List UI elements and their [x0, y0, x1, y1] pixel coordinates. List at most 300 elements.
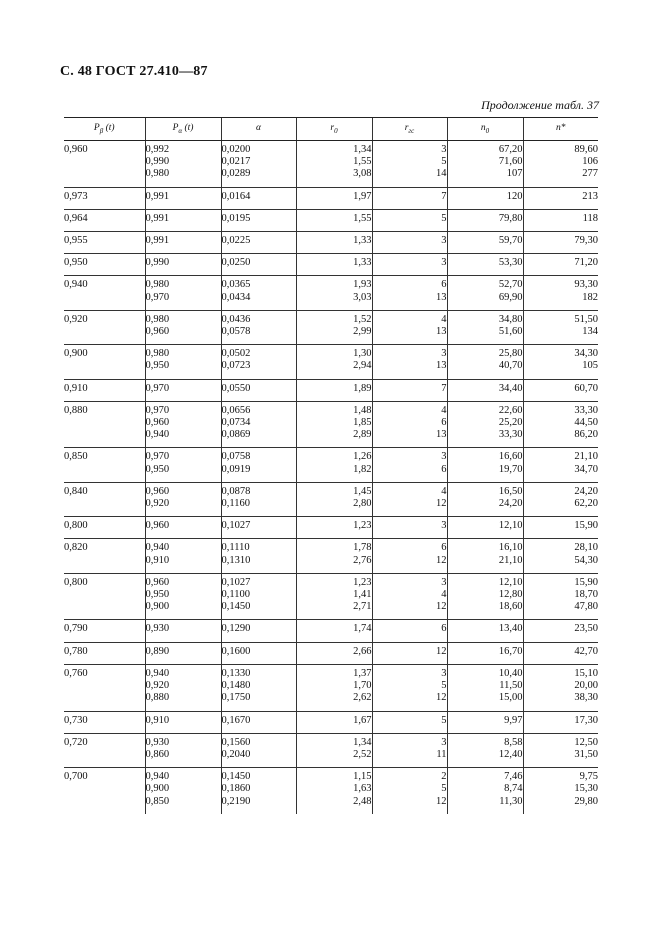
cell-p-beta: [64, 345, 145, 379]
cell-value: 0,990: [145, 257, 170, 269]
table-body: [64, 141, 598, 814]
table-row: [64, 187, 598, 209]
cell-value: 15,90: [574, 520, 598, 532]
cell-value: 1,85: [353, 417, 372, 429]
cell-value: 0,950: [64, 257, 88, 269]
cell-p-alpha: [145, 209, 221, 231]
cell-value: 51,60: [498, 326, 523, 338]
cell-value: 24,20: [498, 498, 523, 510]
cell-value: 118: [582, 212, 598, 224]
cell-value: 0,0434: [221, 291, 251, 303]
cell-r-gs: [372, 187, 447, 209]
cell-value: 8,58: [504, 736, 523, 748]
cell-value: 13: [436, 291, 447, 303]
cell-value: 0,850: [145, 795, 170, 807]
cell-value: 11: [436, 748, 447, 760]
cell-value: 9,75: [579, 771, 598, 783]
column-header-n0: $n_0$: [447, 118, 523, 141]
cell-r-gs: [372, 573, 447, 620]
cell-n-star: [523, 733, 598, 767]
cell-value: 0,880: [64, 404, 88, 416]
cell-r-gs: [372, 517, 447, 539]
cell-value: 1,63: [353, 783, 372, 795]
cell-n0: [447, 768, 523, 814]
table-row: [64, 664, 598, 711]
cell-r0: [296, 254, 372, 276]
cell-value: 12: [436, 645, 447, 657]
cell-alpha: [221, 401, 296, 448]
table-row: [64, 310, 598, 344]
table-row: [64, 379, 598, 401]
cell-value: 0,910: [145, 714, 170, 726]
cell-n0: [447, 642, 523, 664]
cell-value: 71,20: [574, 257, 598, 269]
cell-r-gs: [372, 310, 447, 344]
cell-n-star: [523, 276, 598, 310]
cell-value: 1,55: [353, 156, 372, 168]
cell-value: 1,30: [353, 348, 372, 360]
cell-r0: [296, 664, 372, 711]
cell-value: 0,840: [64, 485, 88, 497]
cell-value: 0,940: [64, 279, 88, 291]
column-header-r-gs: $r_{гс}$: [372, 118, 447, 141]
cell-n-star: [523, 768, 598, 814]
cell-r-gs: [372, 401, 447, 448]
cell-value: 0,950: [145, 360, 170, 372]
cell-value: 3: [441, 667, 447, 679]
cell-value: 42,70: [574, 645, 598, 657]
cell-alpha: [221, 310, 296, 344]
cell-value: 15,30: [574, 783, 598, 795]
cell-value: 1,23: [353, 576, 372, 588]
cell-r-gs: [372, 539, 447, 573]
cell-value: 21,10: [498, 554, 523, 566]
cell-value: 15,00: [498, 692, 523, 704]
cell-r-gs: [372, 254, 447, 276]
cell-r-gs: [372, 642, 447, 664]
cell-value: 4: [441, 313, 447, 325]
cell-value: 0,940: [145, 542, 170, 554]
cell-value: 69,90: [498, 291, 523, 303]
cell-value: 18,70: [574, 589, 598, 601]
cell-alpha: [221, 448, 296, 482]
cell-r-gs: [372, 276, 447, 310]
cell-value: 79,80: [498, 212, 523, 224]
cell-n0: [447, 379, 523, 401]
cell-p-beta: [64, 379, 145, 401]
column-header-n-star: n*: [523, 118, 598, 141]
cell-r0: [296, 620, 372, 642]
cell-n-star: [523, 254, 598, 276]
cell-n0: [447, 401, 523, 448]
cell-p-alpha: [145, 482, 221, 516]
cell-value: 0,970: [145, 382, 170, 394]
cell-p-beta: [64, 517, 145, 539]
cell-p-alpha: [145, 310, 221, 344]
cell-value: 16,10: [498, 542, 523, 554]
cell-value: 11,50: [499, 680, 523, 692]
cell-n-star: [523, 642, 598, 664]
cell-value: 23,50: [574, 623, 598, 635]
cell-value: 0,0365: [221, 279, 251, 291]
cell-value: 7: [441, 190, 447, 202]
cell-value: 2,76: [353, 554, 372, 566]
cell-n-star: [523, 482, 598, 516]
cell-value: 2,62: [353, 692, 372, 704]
cell-r0: [296, 187, 372, 209]
cell-value: 14: [436, 168, 447, 180]
cell-value: 4: [441, 404, 447, 416]
cell-value: 0,1670: [221, 714, 251, 726]
cell-value: 1,67: [353, 714, 372, 726]
cell-alpha: [221, 276, 296, 310]
cell-p-beta: [64, 733, 145, 767]
cell-value: 3: [441, 520, 447, 532]
cell-p-alpha: [145, 448, 221, 482]
cell-value: 0,930: [145, 623, 170, 635]
cell-n0: [447, 539, 523, 573]
cell-n-star: [523, 310, 598, 344]
column-header-p-alpha: $P_\alpha$ (t): [145, 118, 221, 141]
cell-value: 0,940: [145, 771, 170, 783]
cell-p-beta: [64, 664, 145, 711]
cell-value: 5: [441, 714, 447, 726]
cell-value: 4: [441, 589, 447, 601]
cell-value: 0,2190: [221, 795, 251, 807]
cell-alpha: [221, 187, 296, 209]
cell-value: 0,964: [64, 212, 88, 224]
cell-p-alpha: [145, 573, 221, 620]
cell-value: 0,730: [64, 714, 88, 726]
cell-value: 12: [436, 554, 447, 566]
cell-value: 0,1450: [221, 771, 251, 783]
cell-value: 24,20: [574, 485, 598, 497]
cell-p-beta: [64, 642, 145, 664]
cell-value: 105: [582, 360, 598, 372]
cell-n-star: [523, 620, 598, 642]
cell-value: 106: [582, 156, 598, 168]
cell-r0: [296, 310, 372, 344]
cell-value: 28,10: [574, 542, 598, 554]
cell-value: 0,960: [145, 520, 170, 532]
cell-value: 0,970: [145, 404, 170, 416]
cell-value: 25,20: [498, 417, 523, 429]
cell-value: 0,1560: [221, 736, 251, 748]
cell-r-gs: [372, 141, 447, 188]
cell-value: 3: [441, 235, 447, 247]
cell-value: 0,980: [145, 313, 170, 325]
cell-n-star: [523, 401, 598, 448]
cell-r-gs: [372, 711, 447, 733]
cell-value: 0,1100: [221, 589, 250, 601]
cell-value: 1,89: [353, 382, 372, 394]
cell-value: 0,890: [145, 645, 170, 657]
cell-n0: [447, 664, 523, 711]
cell-n0: [447, 187, 523, 209]
cell-value: 0,820: [64, 542, 88, 554]
cell-n0: [447, 276, 523, 310]
cell-value: 89,60: [574, 144, 598, 155]
cell-p-alpha: [145, 711, 221, 733]
cell-p-alpha: [145, 345, 221, 379]
cell-value: 0,0758: [221, 451, 251, 463]
cell-value: 9,97: [504, 714, 523, 726]
table-row: [64, 711, 598, 733]
cell-value: 0,1600: [221, 645, 251, 657]
cell-value: 19,70: [498, 463, 523, 475]
cell-n0: [447, 345, 523, 379]
cell-r0: [296, 642, 372, 664]
cell-value: 5: [441, 156, 447, 168]
cell-value: 120: [506, 190, 523, 202]
cell-value: 0,0195: [221, 212, 251, 224]
cell-value: 3: [441, 348, 447, 360]
cell-value: 1,97: [353, 190, 372, 202]
cell-n-star: [523, 664, 598, 711]
cell-r0: [296, 379, 372, 401]
cell-value: 1,37: [353, 667, 372, 679]
cell-value: 277: [582, 168, 598, 180]
table-row: [64, 642, 598, 664]
cell-value: 4: [441, 485, 447, 497]
cell-alpha: [221, 379, 296, 401]
cell-value: 0,880: [145, 692, 170, 704]
cell-n-star: [523, 345, 598, 379]
cell-value: 34,80: [498, 313, 523, 325]
cell-value: 67,20: [498, 144, 523, 155]
cell-value: 1,52: [353, 313, 372, 325]
cell-value: 16,70: [498, 645, 523, 657]
cell-value: 51,50: [574, 313, 598, 325]
cell-value: 53,30: [498, 257, 523, 269]
cell-value: 13: [436, 360, 447, 372]
cell-value: 1,70: [353, 680, 372, 692]
cell-value: 7: [441, 382, 447, 394]
cell-value: 0,860: [145, 748, 170, 760]
cell-value: 1,74: [353, 623, 372, 635]
cell-n-star: [523, 232, 598, 254]
cell-value: 62,20: [574, 498, 598, 510]
cell-n-star: [523, 517, 598, 539]
cell-p-beta: [64, 232, 145, 254]
cell-value: 12: [436, 601, 447, 613]
cell-value: 5: [441, 680, 447, 692]
cell-alpha: [221, 345, 296, 379]
cell-value: 0,1027: [221, 520, 251, 532]
cell-value: 3: [441, 257, 447, 269]
cell-value: 2,71: [353, 601, 372, 613]
cell-value: 0,992: [145, 144, 170, 155]
cell-r0: [296, 711, 372, 733]
cell-value: 0,940: [145, 667, 170, 679]
cell-value: 0,0289: [221, 168, 251, 180]
cell-r0: [296, 401, 372, 448]
cell-value: 0,0919: [221, 463, 251, 475]
cell-r-gs: [372, 379, 447, 401]
cell-value: 0,970: [145, 291, 170, 303]
cell-value: 0,0723: [221, 360, 251, 372]
cell-value: 0,900: [145, 601, 170, 613]
cell-alpha: [221, 209, 296, 231]
cell-value: 12,80: [498, 589, 523, 601]
cell-n0: [447, 141, 523, 188]
cell-value: 1,45: [353, 485, 372, 497]
cell-value: 2: [441, 771, 447, 783]
cell-r0: [296, 539, 372, 573]
cell-value: 0,980: [145, 279, 170, 291]
cell-value: 13,40: [498, 623, 523, 635]
cell-value: 0,910: [145, 554, 170, 566]
cell-value: 13: [436, 429, 447, 441]
cell-n0: [447, 573, 523, 620]
cell-value: 0,1480: [221, 680, 251, 692]
table-row: [64, 539, 598, 573]
cell-alpha: [221, 573, 296, 620]
cell-value: 0,960: [64, 144, 88, 155]
cell-value: 29,80: [574, 795, 598, 807]
cell-value: 34,40: [498, 382, 523, 394]
table-row: [64, 768, 598, 814]
cell-p-alpha: [145, 141, 221, 188]
cell-value: 6: [441, 463, 447, 475]
cell-value: 0,1860: [221, 783, 251, 795]
cell-p-beta: [64, 711, 145, 733]
cell-n-star: [523, 448, 598, 482]
cell-value: 12: [436, 692, 447, 704]
cell-r-gs: [372, 232, 447, 254]
cell-value: 213: [582, 190, 598, 202]
column-header-alpha: α: [221, 118, 296, 141]
cell-value: 86,20: [574, 429, 598, 441]
cell-value: 0,0250: [221, 257, 251, 269]
cell-value: 47,80: [574, 601, 598, 613]
cell-value: 1,33: [353, 257, 372, 269]
cell-n-star: [523, 573, 598, 620]
cell-value: 6: [441, 542, 447, 554]
cell-p-beta: [64, 539, 145, 573]
data-table: [64, 117, 598, 814]
cell-value: 0,1450: [221, 601, 251, 613]
cell-value: 22,60: [498, 404, 523, 416]
cell-value: 12,40: [498, 748, 523, 760]
cell-value: 1,41: [353, 589, 372, 601]
table-row: [64, 733, 598, 767]
cell-value: 0,960: [145, 485, 170, 497]
cell-alpha: [221, 642, 296, 664]
cell-value: 0,940: [145, 429, 170, 441]
cell-value: 0,1310: [221, 554, 251, 566]
cell-value: 15,10: [574, 667, 598, 679]
cell-p-beta: [64, 573, 145, 620]
table-row: [64, 254, 598, 276]
cell-p-alpha: [145, 539, 221, 573]
cell-value: 5: [441, 212, 447, 224]
cell-n0: [447, 209, 523, 231]
cell-p-beta: [64, 254, 145, 276]
cell-value: 1,93: [353, 279, 372, 291]
cell-value: 25,80: [498, 348, 523, 360]
cell-r-gs: [372, 768, 447, 814]
table-row: [64, 573, 598, 620]
column-header-r0: $r_0$: [296, 118, 372, 141]
cell-n-star: [523, 209, 598, 231]
cell-p-beta: [64, 209, 145, 231]
cell-value: 16,50: [498, 485, 523, 497]
cell-value: 2,94: [353, 360, 372, 372]
table-row: [64, 620, 598, 642]
cell-r0: [296, 733, 372, 767]
cell-value: 0,0656: [221, 404, 251, 416]
cell-value: 0,991: [145, 190, 170, 202]
cell-value: 3,08: [353, 168, 372, 180]
table-row: [64, 209, 598, 231]
table-row: [64, 276, 598, 310]
cell-value: 1,48: [353, 404, 372, 416]
cell-value: 60,70: [574, 382, 598, 394]
cell-n-star: [523, 187, 598, 209]
cell-r-gs: [372, 620, 447, 642]
cell-value: 12: [436, 795, 447, 807]
cell-p-alpha: [145, 664, 221, 711]
cell-alpha: [221, 482, 296, 516]
cell-value: 182: [582, 291, 598, 303]
cell-p-alpha: [145, 232, 221, 254]
cell-p-beta: [64, 141, 145, 188]
cell-value: 0,973: [64, 190, 88, 202]
cell-value: 2,66: [353, 645, 372, 657]
cell-value: 0,1110: [221, 542, 250, 554]
cell-value: 3,03: [353, 291, 372, 303]
cell-p-alpha: [145, 254, 221, 276]
cell-p-beta: [64, 187, 145, 209]
cell-value: 2,48: [353, 795, 372, 807]
cell-value: 1,26: [353, 451, 372, 463]
cell-value: 0,991: [145, 235, 170, 247]
cell-value: 0,800: [64, 520, 88, 532]
cell-value: 0,1330: [221, 667, 251, 679]
cell-value: 3: [441, 451, 447, 463]
cell-r-gs: [372, 448, 447, 482]
table-header-row: [64, 118, 598, 141]
cell-r0: [296, 573, 372, 620]
cell-value: 44,50: [574, 417, 598, 429]
cell-value: 0,0869: [221, 429, 251, 441]
cell-value: 2,52: [353, 748, 372, 760]
cell-p-alpha: [145, 379, 221, 401]
cell-n0: [447, 482, 523, 516]
cell-p-beta: [64, 448, 145, 482]
cell-value: 21,10: [574, 451, 598, 463]
cell-r0: [296, 345, 372, 379]
cell-alpha: [221, 620, 296, 642]
cell-value: 31,50: [574, 748, 598, 760]
cell-r0: [296, 768, 372, 814]
cell-value: 12,50: [574, 736, 598, 748]
cell-p-alpha: [145, 733, 221, 767]
cell-value: 12,10: [498, 576, 523, 588]
cell-value: 10,40: [498, 667, 523, 679]
cell-alpha: [221, 711, 296, 733]
table-row: [64, 482, 598, 516]
cell-value: 0,900: [64, 348, 88, 360]
cell-p-beta: [64, 276, 145, 310]
cell-r-gs: [372, 345, 447, 379]
cell-n0: [447, 711, 523, 733]
cell-p-alpha: [145, 187, 221, 209]
cell-value: 16,60: [498, 451, 523, 463]
cell-r-gs: [372, 482, 447, 516]
cell-value: 0,0578: [221, 326, 251, 338]
